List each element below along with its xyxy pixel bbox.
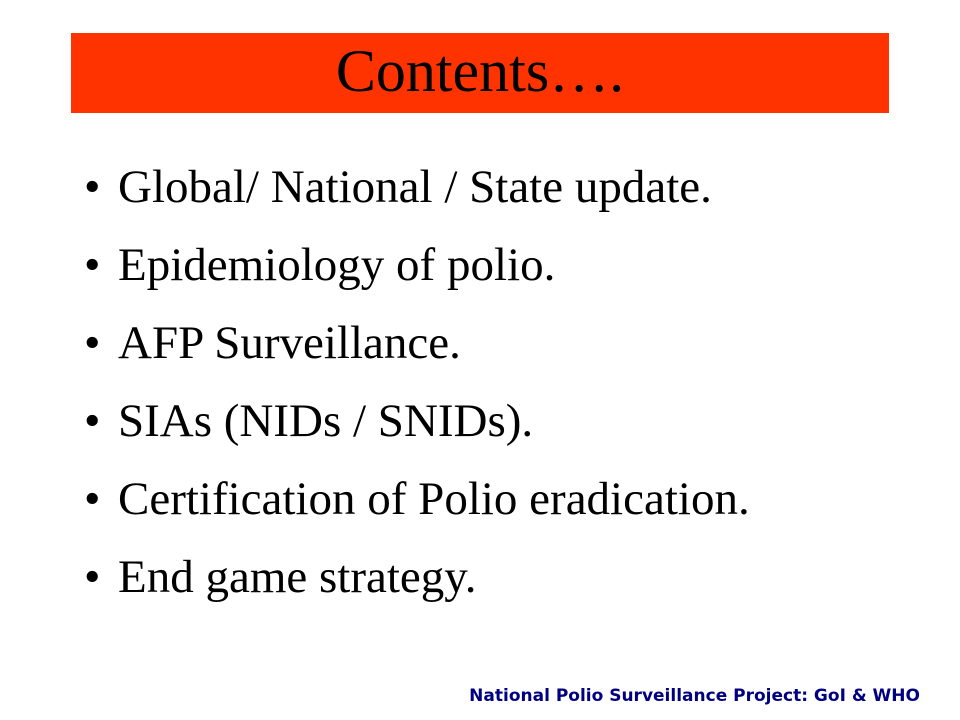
slide-title: Contents…. [335,38,625,104]
bullet-text: AFP Surveillance. [118,317,461,369]
bullet-marker: • [84,161,101,213]
bullet-marker: • [84,395,101,447]
bullet-item [84,550,750,628]
footer-credit: National Polio Surveillance Project: GoI & WHO [469,686,920,706]
bullet-marker: • [84,551,101,603]
bullet-text: End game strategy. [118,551,477,603]
bullet-text: Epidemiology of polio. [118,239,556,291]
bullet-text: Certification of Polio eradication. [118,473,750,525]
bullet-item [84,316,750,394]
bullet-item [84,238,750,316]
bullet-text: SIAs (NIDs / SNIDs). [118,395,534,447]
bullet-marker: • [84,317,101,369]
bullet-item [84,394,750,472]
bullet-text: Global/ National / State update. [118,161,712,213]
bullet-list [84,160,750,628]
bullet-marker: • [84,239,101,291]
bullet-marker: • [84,473,101,525]
bullet-item [84,472,750,550]
title-bar [71,33,889,113]
bullet-item [84,160,750,238]
